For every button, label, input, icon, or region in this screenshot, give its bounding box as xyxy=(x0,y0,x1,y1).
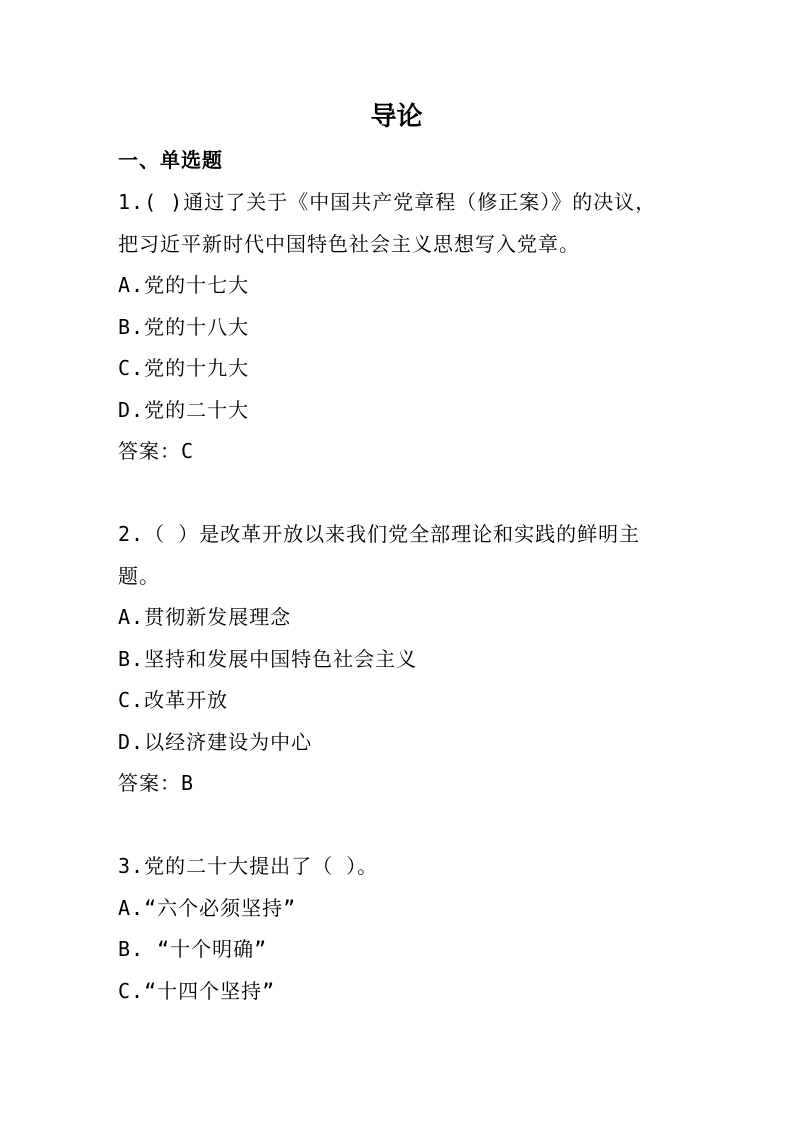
question-3-option-a: A.“六个必须坚持” xyxy=(118,896,297,920)
question-1-option-c: C.党的十九大 xyxy=(118,356,250,380)
question-2-option-c: C.改革开放 xyxy=(118,688,229,712)
question-2-option-a: A.贯彻新发展理念 xyxy=(118,605,292,629)
question-2-answer: 答案：B xyxy=(118,771,195,795)
question-3-stem-line-1: 3.党的二十大提出了（ ）。 xyxy=(118,854,379,878)
question-1-stem-line-1: 1.( )通过了关于《中国共产党章程（修正案）》的决议， xyxy=(118,190,657,214)
question-2-stem-line-1: 2.（ ）是改革开放以来我们党全部理论和实践的鲜明主 xyxy=(118,522,641,546)
question-2-stem-line-2: 题。 xyxy=(118,564,160,588)
page-title: 导论 xyxy=(370,102,423,132)
question-1-option-a: A.党的十七大 xyxy=(118,273,250,297)
section-heading: 一、单选题 xyxy=(118,148,223,172)
question-3-option-c: C.“十四个坚持” xyxy=(118,979,276,1003)
question-3-option-b: B. “十个明确” xyxy=(118,937,268,961)
question-1-answer: 答案：C xyxy=(118,439,195,463)
question-2-option-d: D.以经济建设为中心 xyxy=(118,730,313,754)
question-1-stem-line-2: 把习近平新时代中国特色社会主义思想写入党章。 xyxy=(118,232,580,256)
question-2-option-b: B.坚持和发展中国特色社会主义 xyxy=(118,647,418,671)
question-1-option-b: B.党的十八大 xyxy=(118,315,250,339)
question-1-option-d: D.党的二十大 xyxy=(118,398,250,422)
